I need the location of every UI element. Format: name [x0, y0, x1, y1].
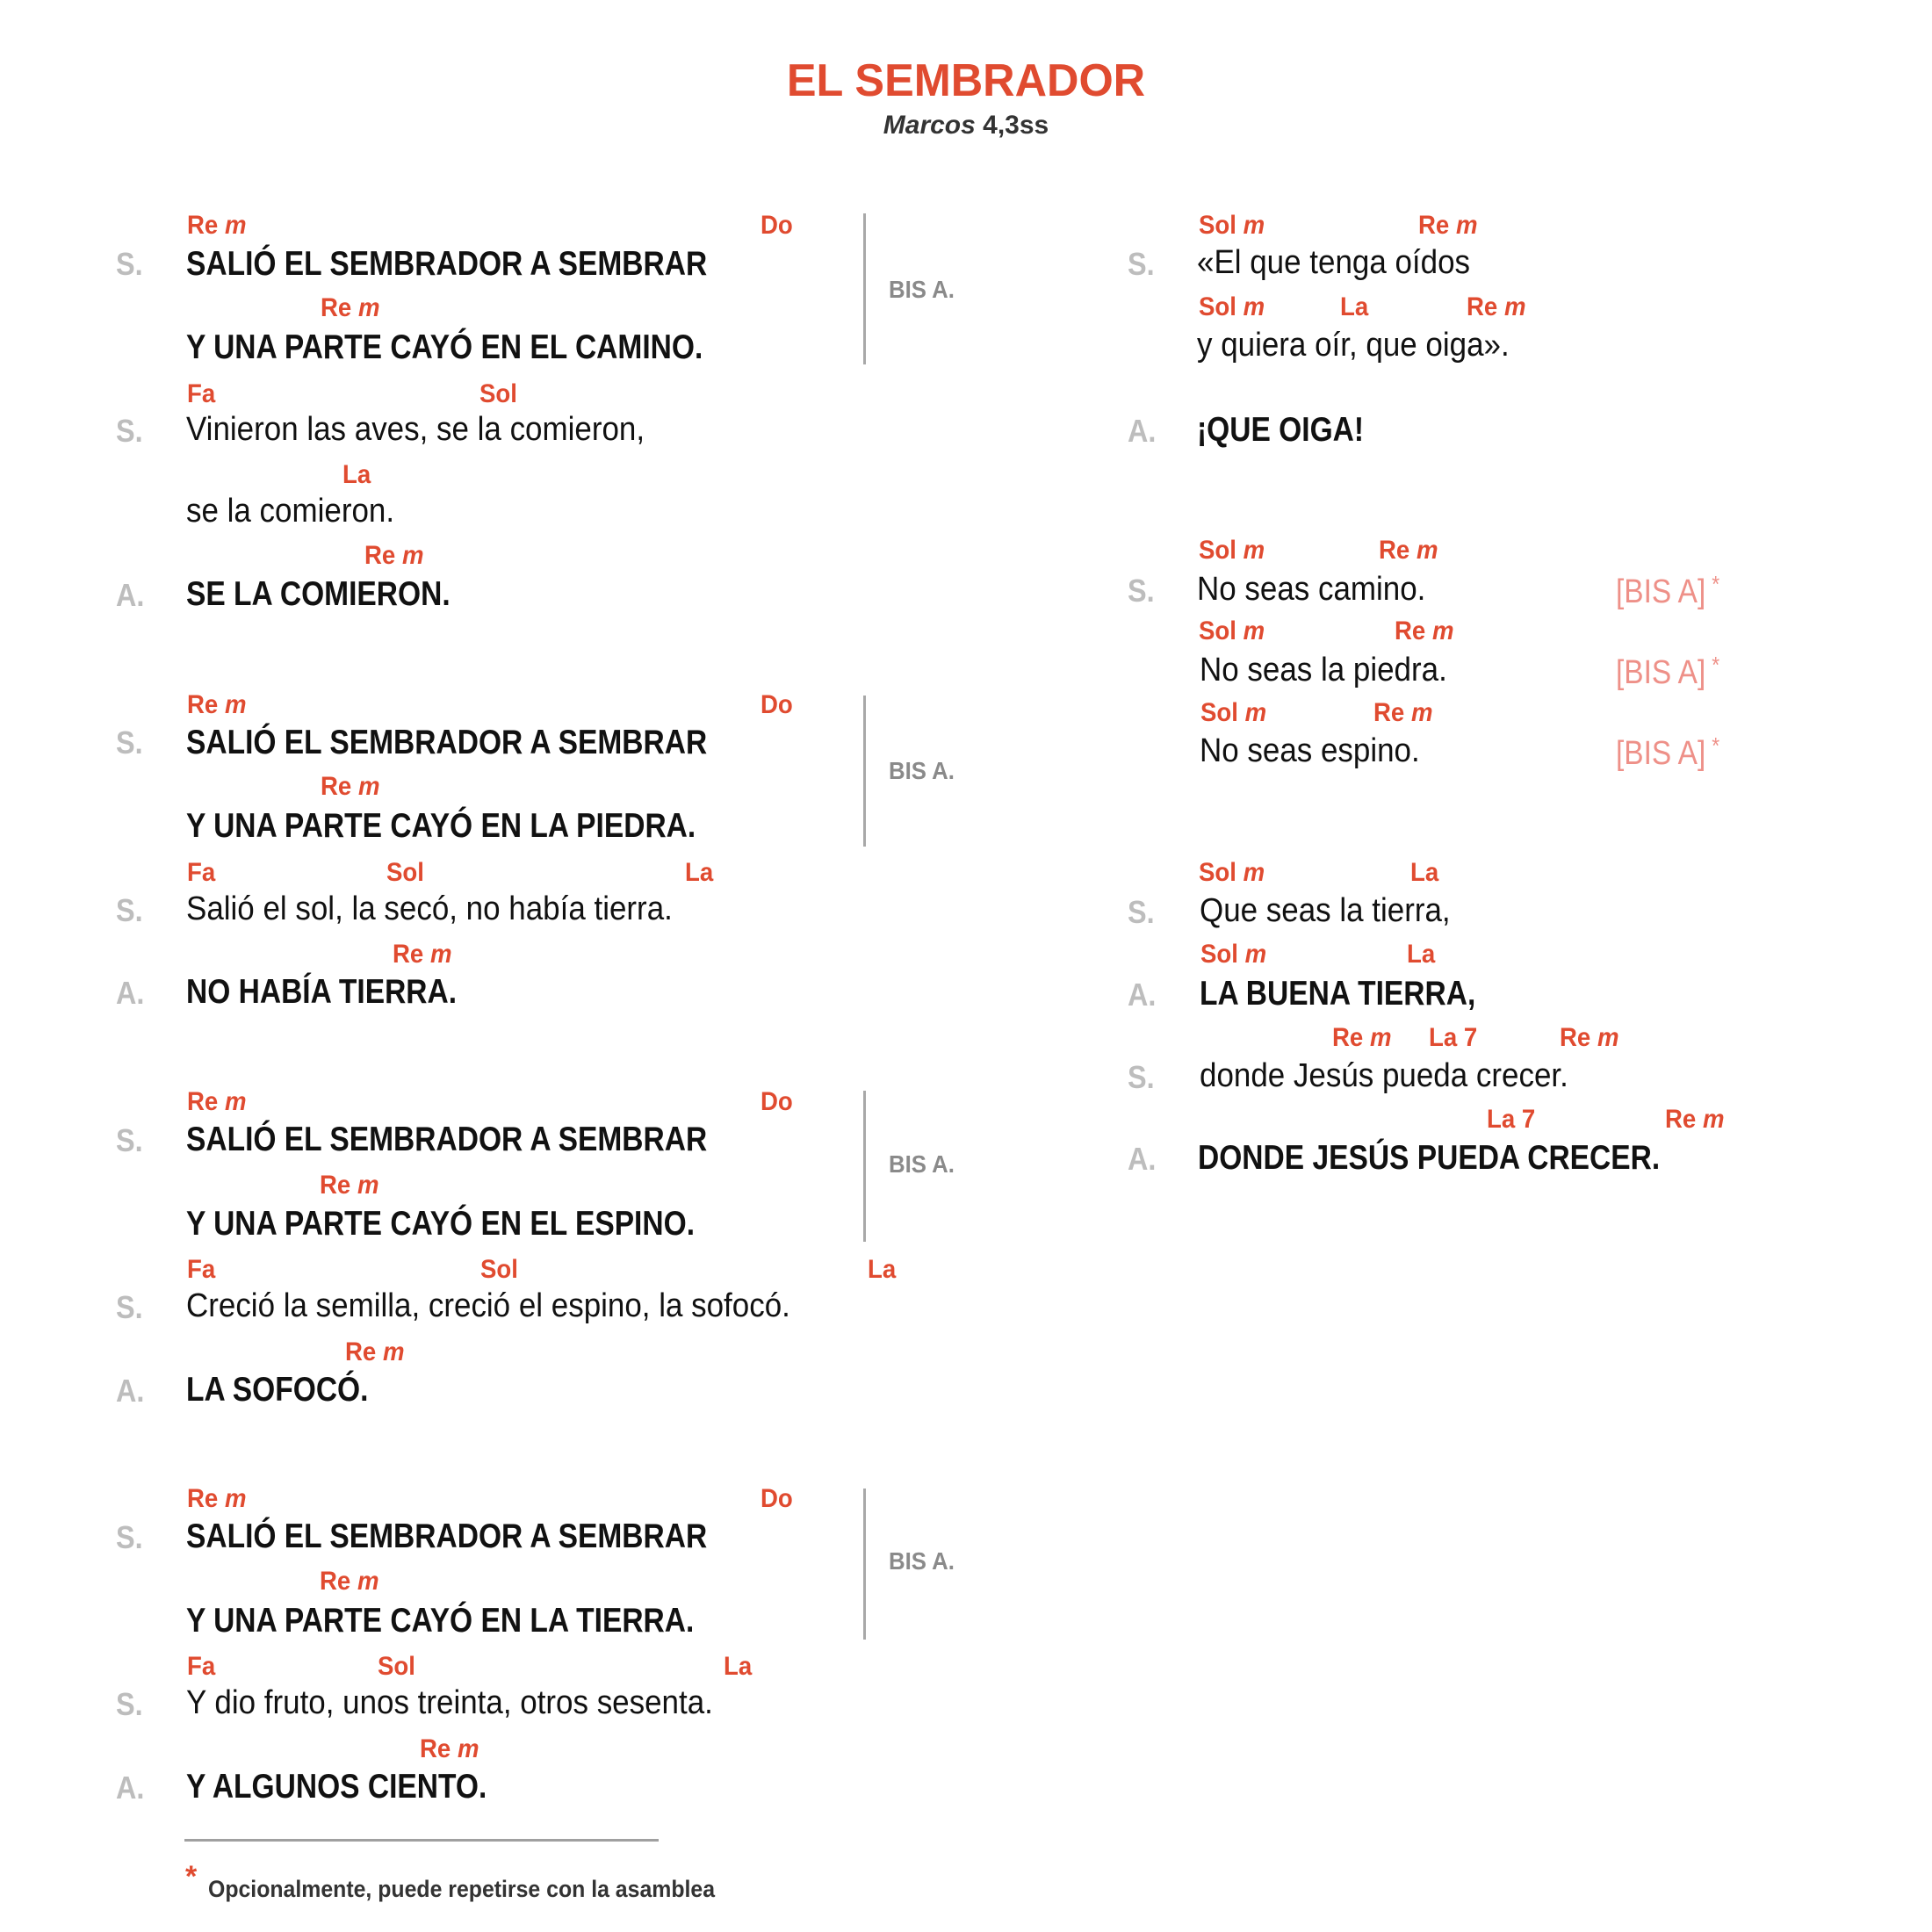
chord: La — [1407, 940, 1436, 969]
chord: Re m — [420, 1734, 479, 1763]
chord: Re m — [1379, 536, 1438, 565]
lyric-line: «El que tenga oídos — [1197, 244, 1471, 281]
role-label: S. — [116, 1122, 143, 1158]
chord: Re m — [187, 1484, 247, 1513]
chord: La 7 — [1429, 1023, 1478, 1052]
lyric-line: No seas espino. — [1200, 732, 1420, 769]
role-label: S. — [1128, 894, 1155, 930]
role-label: A. — [1128, 977, 1157, 1013]
lyric-line: SALIÓ EL SEMBRADOR A SEMBRAR — [186, 724, 708, 761]
lyric-line: Y UNA PARTE CAYÓ EN EL ESPINO. — [186, 1205, 696, 1243]
lyric-line: LA SOFOCÓ. — [186, 1371, 369, 1409]
chord: Re m — [393, 940, 452, 969]
lyric-line: Y UNA PARTE CAYÓ EN EL CAMINO. — [186, 328, 703, 366]
lyric-line: Y ALGUNOS CIENTO. — [186, 1768, 487, 1806]
role-label: A. — [1128, 413, 1157, 449]
role-label: A. — [116, 1770, 145, 1806]
chord: Re m — [345, 1337, 405, 1366]
lyric-line: No seas la piedra. — [1200, 652, 1447, 688]
chord: Re m — [1373, 698, 1433, 727]
chord: Re m — [1332, 1023, 1392, 1052]
chapter-verse: 4,3ss — [983, 111, 1049, 140]
role-label: S. — [116, 892, 143, 928]
role-label: S. — [116, 1289, 143, 1325]
bis-label: BIS A. — [889, 1150, 955, 1178]
lyric-line: SE LA COMIERON. — [186, 575, 451, 613]
chord: Re m — [320, 1171, 379, 1200]
role-label: S. — [116, 1686, 143, 1722]
lyric-line: SALIÓ EL SEMBRADOR A SEMBRAR — [186, 1517, 708, 1555]
footnote-text: Opcionalmente, puede repetirse con la asamblea — [208, 1876, 716, 1902]
chord: La — [342, 460, 371, 489]
role-label: S. — [1128, 1059, 1155, 1095]
repeat-bracket — [863, 1489, 866, 1640]
song-title: EL SEMBRADOR — [786, 55, 1146, 106]
lyric-line: Salió el sol, la secó, no había tierra. — [186, 890, 673, 927]
lyric-line: Y UNA PARTE CAYÓ EN LA TIERRA. — [186, 1602, 695, 1640]
chord: La 7 — [1487, 1105, 1536, 1134]
chord: Do — [761, 1087, 793, 1116]
lyric-line: ¡QUE OIGA! — [1197, 411, 1365, 449]
optional-bis-label: [BIS A] * — [1616, 652, 1720, 691]
chord: La — [685, 858, 714, 887]
chord: Sol m — [1199, 211, 1265, 240]
chord: Re m — [321, 772, 380, 801]
chord: Sol m — [1199, 292, 1265, 321]
lyric-line: DONDE JESÚS PUEDA CRECER. — [1198, 1139, 1661, 1177]
lyric-line: Vinieron las aves, se la comieron, — [186, 411, 645, 448]
chord: Sol m — [1200, 940, 1267, 969]
role-label: A. — [116, 1373, 145, 1409]
lyric-line: Que seas la tierra, — [1200, 892, 1451, 929]
lyric-line: No seas camino. — [1197, 571, 1426, 608]
bis-label: BIS A. — [889, 276, 955, 303]
lyric-line: SALIÓ EL SEMBRADOR A SEMBRAR — [186, 245, 708, 283]
chord: Re m — [1560, 1023, 1619, 1052]
footnote-asterisk: * — [185, 1860, 198, 1893]
chord: Do — [761, 211, 793, 240]
chord: Sol — [479, 379, 517, 408]
chord: Re m — [187, 1087, 247, 1116]
chord: Re m — [1467, 292, 1526, 321]
role-label: S. — [116, 724, 143, 761]
role-label: S. — [116, 246, 143, 282]
chord: La — [724, 1652, 753, 1681]
role-label: S. — [1128, 246, 1155, 282]
role-label: A. — [116, 577, 145, 613]
chord: La — [1410, 858, 1439, 887]
optional-bis-label: [BIS A] * — [1616, 571, 1720, 610]
chord: Sol m — [1199, 616, 1265, 645]
lyric-line: se la comieron. — [186, 493, 395, 530]
chord: Sol m — [1199, 536, 1265, 565]
optional-bis-label: [BIS A] * — [1616, 732, 1720, 772]
chord: Re m — [364, 541, 424, 570]
role-label: S. — [116, 1519, 143, 1555]
role-label: S. — [116, 413, 143, 449]
lyric-line: NO HABÍA TIERRA. — [186, 973, 458, 1011]
repeat-bracket — [863, 696, 866, 847]
chord: Re m — [1665, 1105, 1725, 1134]
chord: Re m — [187, 211, 247, 240]
lyric-line: Y dio fruto, unos treinta, otros sesenta. — [186, 1684, 713, 1721]
lyric-line: y quiera oír, que oiga». — [1197, 327, 1510, 364]
lyric-line: SALIÓ EL SEMBRADOR A SEMBRAR — [186, 1121, 708, 1158]
lyric-line: Creció la semilla, creció el espino, la sofocó. — [186, 1287, 790, 1324]
chord: Do — [761, 690, 793, 719]
chord: Fa — [187, 858, 216, 887]
lyric-line: Y UNA PARTE CAYÓ EN LA PIEDRA. — [186, 807, 696, 845]
role-label: A. — [1128, 1141, 1157, 1177]
chord: Fa — [187, 1255, 216, 1284]
chord: Sol m — [1199, 858, 1265, 887]
lyric-line: LA BUENA TIERRA, — [1200, 975, 1476, 1013]
book-name: Marcos — [883, 111, 976, 140]
chord: Fa — [187, 379, 216, 408]
chord: Re m — [187, 690, 247, 719]
role-label: A. — [116, 975, 145, 1011]
scripture-reference — [0, 111, 1932, 141]
lyric-line: donde Jesús pueda crecer. — [1200, 1057, 1568, 1094]
chord: Re m — [1418, 211, 1478, 240]
repeat-bracket — [863, 1091, 866, 1242]
role-label: S. — [1128, 573, 1155, 609]
repeat-bracket — [863, 213, 866, 364]
chord: Sol — [480, 1255, 518, 1284]
chord: Sol m — [1200, 698, 1267, 727]
chord: Sol — [378, 1652, 415, 1681]
footnote-divider — [184, 1839, 659, 1842]
chord: Re m — [321, 293, 380, 322]
chord: Sol — [386, 858, 424, 887]
chord: Do — [761, 1484, 793, 1513]
chord: Re m — [1395, 616, 1454, 645]
chord: La — [1340, 292, 1369, 321]
bis-label: BIS A. — [889, 1547, 955, 1575]
bis-label: BIS A. — [889, 757, 955, 784]
chord: La — [868, 1255, 897, 1284]
chord: Fa — [187, 1652, 216, 1681]
chord: Re m — [320, 1567, 379, 1596]
